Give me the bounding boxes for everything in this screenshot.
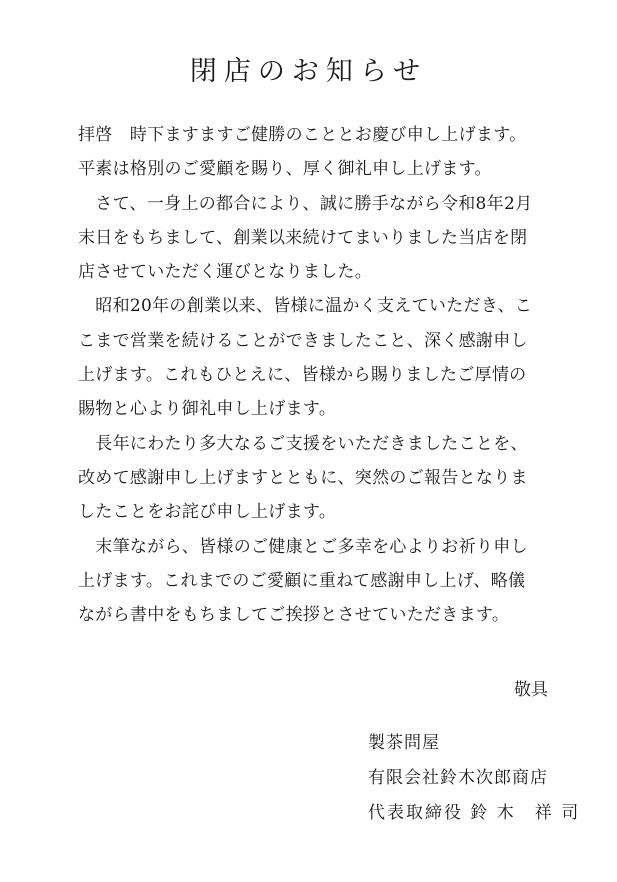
body-line: 上げます。これもひとえに、皆様から賜りましたご厚情の bbox=[78, 365, 527, 386]
business-type: 製茶問屋 bbox=[368, 733, 440, 753]
body-line: 末日をもちまして、創業以来続けてまいりました当店を閉 bbox=[78, 227, 528, 248]
signature-block bbox=[368, 726, 581, 831]
representative-name: 代表取締役 鈴 木 祥 司 bbox=[368, 803, 581, 823]
closing-phrase: 敬具 bbox=[514, 680, 548, 700]
body-line: こまで営業を続けることができましたこと、深く感謝申し bbox=[78, 330, 528, 351]
body-line: 長年にわたり多大なるご支援をいただきましたことを、 bbox=[78, 433, 528, 454]
body-line: 拝啓 時下ますますご健勝のこととお慶び申し上げます。 bbox=[78, 125, 527, 145]
body-line: さて、一身上の都合により、誠に勝手ながら令和8年2月 bbox=[78, 193, 533, 214]
body-line: ながら書中をもちましてご挨拶とさせていただきます。 bbox=[78, 605, 510, 626]
body-line: 改めて感謝申し上げますとともに、突然のご報告となりま bbox=[78, 467, 528, 488]
body-line: 昭和20年の創業以来、皆様に温かく支えていただき、こ bbox=[78, 296, 533, 317]
body-line: 平素は格別のご愛顧を賜り、厚く御礼申し上げます。 bbox=[78, 159, 492, 180]
letter-body bbox=[78, 118, 548, 632]
document-title: 閉店のお知らせ bbox=[189, 56, 428, 87]
body-line: したことをお詫び申し上げます。 bbox=[78, 502, 337, 523]
company-name: 有限会社鈴木次郎商店 bbox=[368, 768, 548, 788]
body-line: 上げます。これまでのご愛顧に重ねて感謝申し上げ、略儀 bbox=[78, 570, 526, 591]
body-line: 賜物と心より御礼申し上げます。 bbox=[78, 399, 337, 420]
body-line: 店させていただく運びとなりました。 bbox=[78, 262, 373, 283]
body-line: 末筆ながら、皆様のご健康とご多幸を心よりお祈り申し bbox=[78, 536, 528, 557]
